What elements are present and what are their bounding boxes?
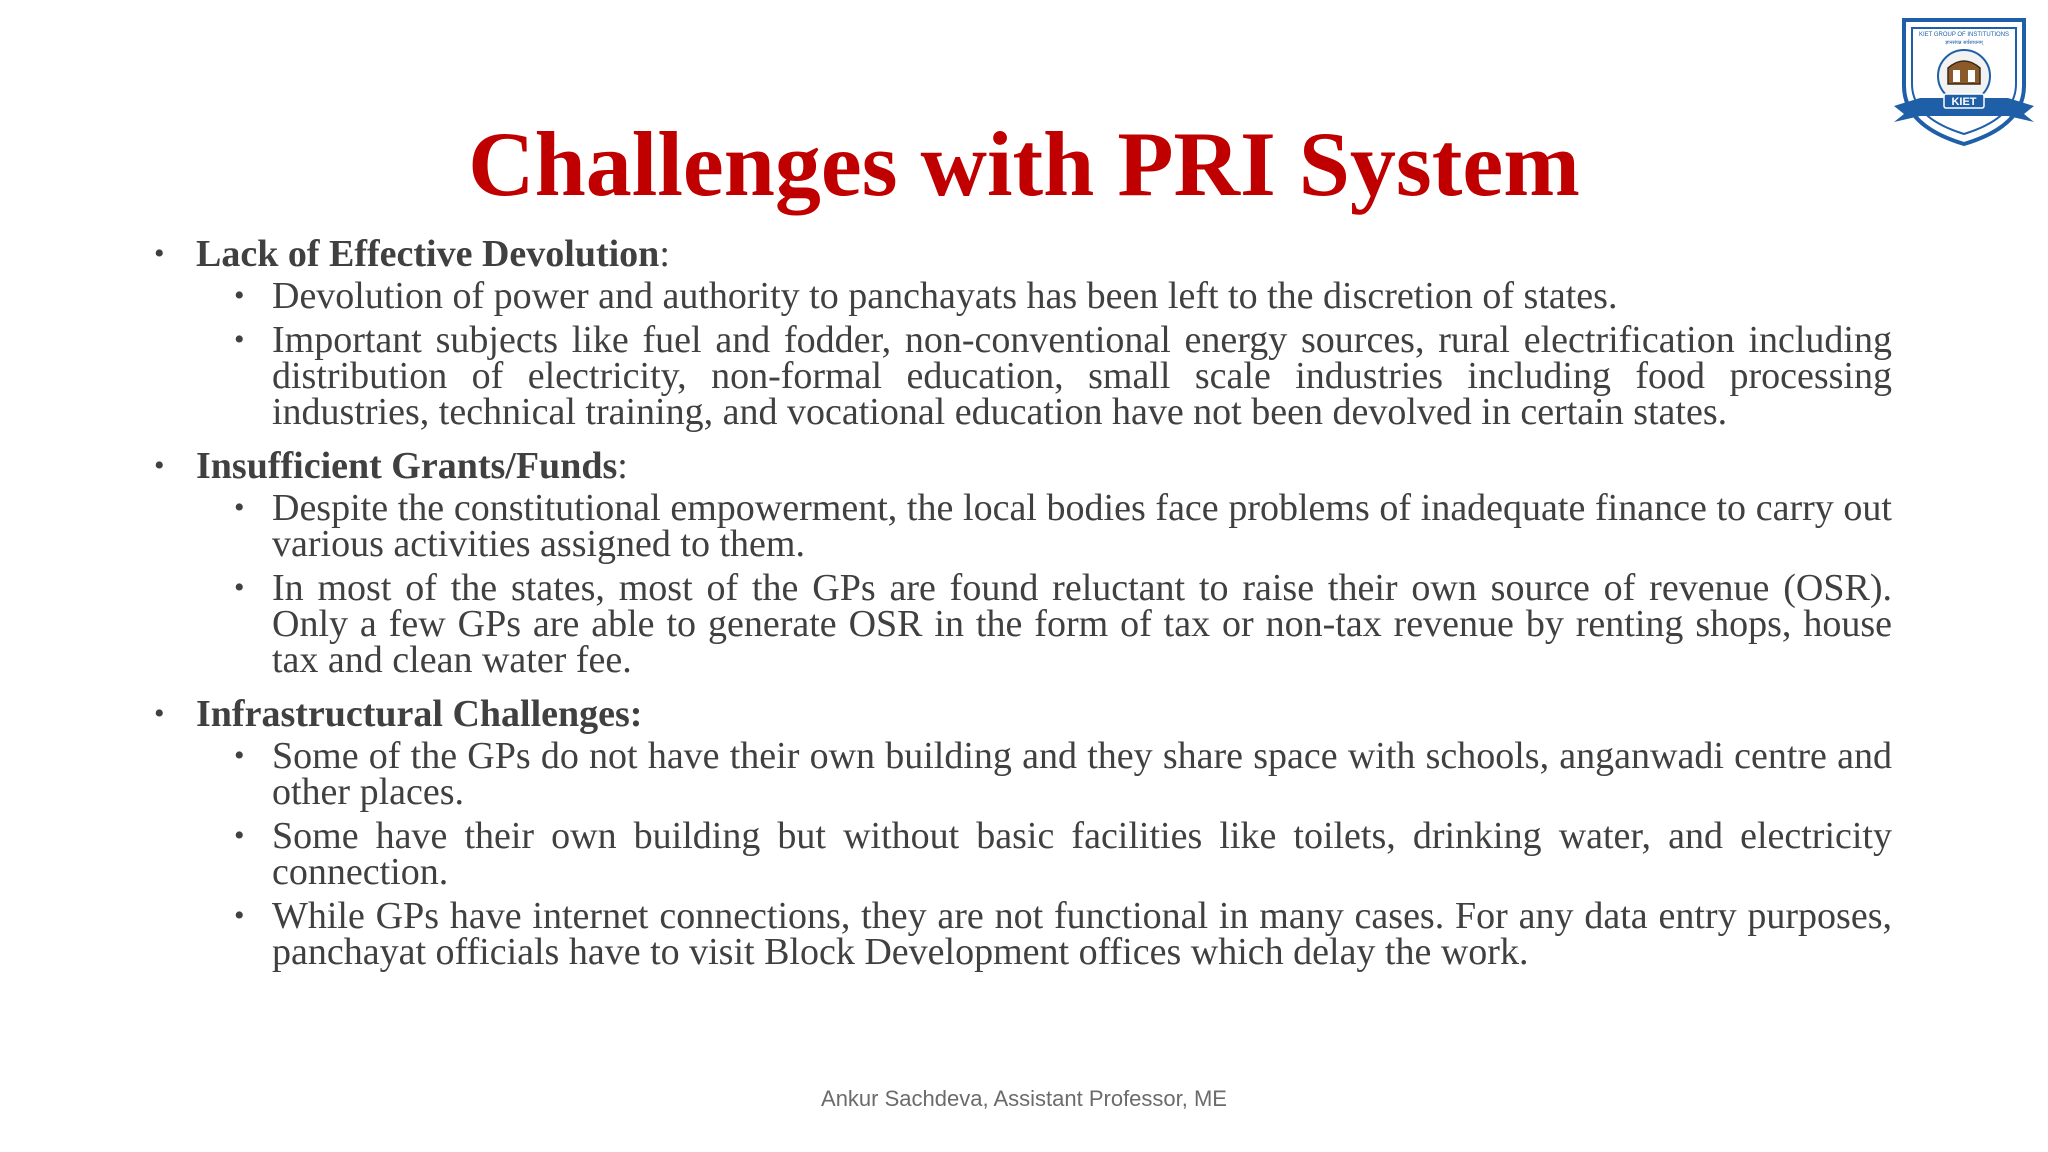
bullet-icon: • [154, 697, 165, 730]
sub-item-text: Some have their own building but without basic facilities like toilets, drinking water, and electricity connection. [272, 815, 1892, 893]
section-item [150, 444, 1892, 681]
logo-badge-text: KIET [1951, 96, 1977, 108]
section-item [150, 232, 1892, 433]
section-list [150, 232, 1892, 973]
logo-ring-text: KIET GROUP OF INSTITUTIONS [1918, 32, 2010, 38]
section-item [150, 692, 1892, 973]
sub-item-text: Some of the GPs do not have their own building and they share space with schools, anganwadi centre and other places. [272, 735, 1892, 813]
sub-item [196, 487, 1892, 565]
section-heading-text: Insufficient Grants/Funds [196, 445, 618, 487]
bullet-icon: • [234, 491, 245, 524]
bullet-icon: • [154, 449, 165, 482]
sub-item [196, 815, 1892, 893]
sub-item [196, 275, 1892, 317]
section-heading [196, 692, 1892, 736]
sub-item-text: Important subjects like fuel and fodder, non-conventional energy sources, rural electrification including distribution of electricity, non-formal education, small scale industries including food processing industries, technical training, and vocational education have not been devolved in certain states. [272, 319, 1892, 433]
sub-item-text: Devolution of power and authority to panchayats has been left to the discretion of states. [272, 275, 1618, 317]
sub-item-text: While GPs have internet connections, they are not functional in many cases. For any data entry purposes, panchayat officials have to visit Block Development offices which delay the work. [272, 895, 1892, 973]
section-heading-text: Infrastructural Challenges: [196, 693, 643, 735]
logo-motto-text: ज्ञानसंपन्न सर्वसाधनम् [1945, 40, 1983, 46]
bullet-icon: • [154, 237, 165, 270]
bullet-icon: • [234, 819, 245, 852]
sub-list [196, 487, 1892, 681]
slide-title: Challenges with PRI System [468, 113, 1580, 215]
sub-item-text: Despite the constitutional empowerment, the local bodies face problems of inadequate finance to carry out various activities assigned to them. [272, 487, 1892, 565]
slide-content [150, 232, 1892, 984]
sub-item [196, 895, 1892, 973]
bullet-icon: • [234, 571, 245, 604]
sub-list [196, 275, 1892, 433]
sub-item-text: In most of the states, most of the GPs are found reluctant to raise their own source of revenue (OSR). Only a few GPs are able to generate OSR in the form of tax or non-tax revenue by renting shops, house tax and clean water fee. [272, 567, 1892, 681]
sub-item [196, 735, 1892, 813]
bullet-icon: • [234, 323, 245, 356]
bullet-icon: • [234, 279, 245, 312]
section-heading [196, 232, 1892, 276]
sub-item [196, 319, 1892, 433]
sub-item [196, 567, 1892, 681]
section-heading-suffix: : [659, 233, 670, 275]
section-heading [196, 444, 1892, 488]
sub-list [196, 735, 1892, 973]
bullet-icon: • [234, 899, 245, 932]
section-heading-suffix: : [617, 445, 628, 487]
bullet-icon: • [234, 739, 245, 772]
section-heading-text: Lack of Effective Devolution [196, 233, 660, 275]
slide-footer: Ankur Sachdeva, Assistant Professor, ME [821, 1086, 1227, 1111]
